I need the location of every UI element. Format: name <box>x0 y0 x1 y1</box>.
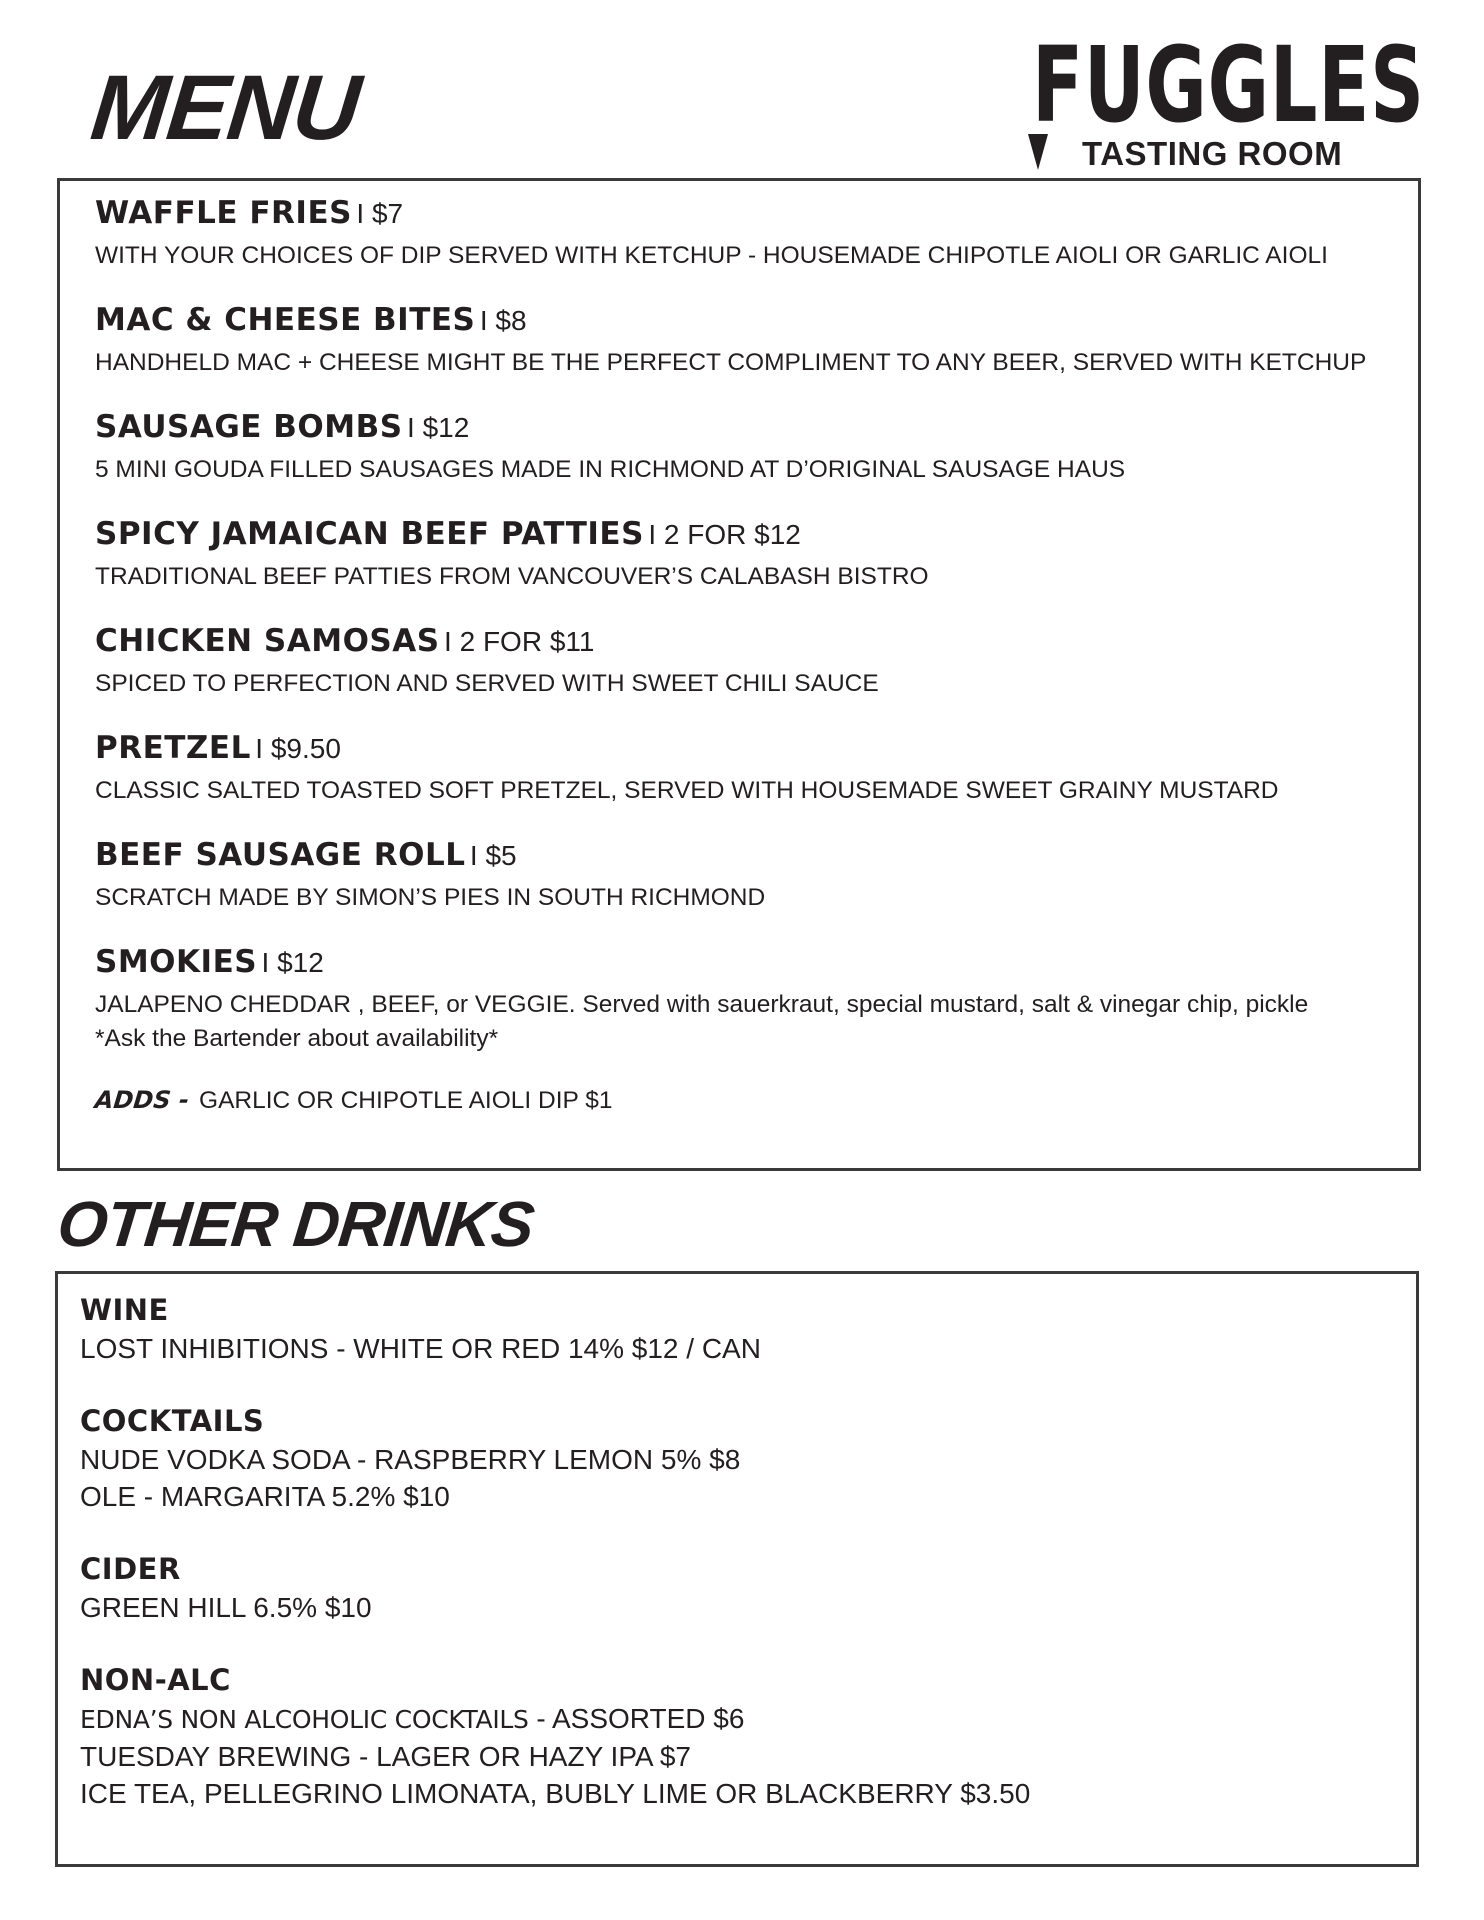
item-name: CHICKEN SAMOSAS <box>95 623 440 659</box>
item-description: CLASSIC SALTED TOASTED SOFT PRETZEL, SERVED WITH HOUSEMADE SWEET GRAINY MUSTARD <box>95 777 1279 804</box>
fuggles-logo <box>1022 24 1434 172</box>
item-name: BEEF SAUSAGE ROLL <box>95 837 466 873</box>
item-price: I $8 <box>479 305 527 336</box>
drink-section-cocktails <box>80 1401 1416 1515</box>
item-name: SPICY JAMAICAN BEEF PATTIES <box>95 516 644 552</box>
drink-section-non-alc <box>80 1660 1416 1812</box>
drink-line: LOST INHIBITIONS - WHITE OR RED 14% $12 / CAN <box>80 1333 761 1364</box>
availability-note: *Ask the Bartender about availability* <box>95 1025 499 1052</box>
drink-section-title: NON-ALC <box>80 1663 231 1697</box>
item-description: JALAPENO CHEDDAR , BEEF, or VEGGIE. Served with sauerkraut, special mustard, salt & vinegar chip, pickle <box>95 991 1309 1018</box>
adds-line <box>95 1083 1418 1118</box>
menu-item-waffle-fries <box>95 193 1418 273</box>
menu-item-beef-sausage-roll <box>95 835 1418 915</box>
drink-section-title: COCKTAILS <box>80 1404 265 1438</box>
edna-offer: - ASSORTED $6 <box>528 1703 745 1734</box>
item-price: I $9.50 <box>255 733 341 764</box>
drink-section-wine <box>80 1290 1416 1367</box>
drink-line: ICE TEA, PELLEGRINO LIMONATA, BUBLY LIME OR BLACKBERRY $3.50 <box>80 1778 1031 1809</box>
item-price: I 2 FOR $12 <box>648 519 801 550</box>
drink-line: TUESDAY BREWING - LAGER OR HAZY IPA $7 <box>80 1741 691 1772</box>
item-name: WAFFLE FRIES <box>95 195 352 231</box>
drinks-menu-box <box>55 1271 1419 1867</box>
item-price: I $12 <box>261 947 324 978</box>
item-description: SCRATCH MADE BY SIMON’S PIES IN SOUTH RICHMOND <box>95 884 766 911</box>
drink-line: NUDE VODKA SODA - RASPBERRY LEMON 5% $8 <box>80 1444 741 1475</box>
item-name: PRETZEL <box>95 730 251 766</box>
other-drinks-title: OTHER DRINKS <box>54 1188 537 1260</box>
menu-item-sausage-bombs <box>95 407 1418 487</box>
logo-spike-shape <box>1028 134 1048 170</box>
drink-line: OLE - MARGARITA 5.2% $10 <box>80 1481 450 1512</box>
item-name: SMOKIES <box>95 944 258 980</box>
drink-section-title: CIDER <box>80 1552 181 1586</box>
food-menu-box <box>57 178 1421 1171</box>
drink-line <box>80 1700 1416 1738</box>
item-price: I 2 FOR $11 <box>444 626 595 657</box>
menu-item-chicken-samosas <box>95 621 1418 701</box>
adds-text: GARLIC OR CHIPOTLE AIOLI DIP $1 <box>199 1087 613 1114</box>
item-description: TRADITIONAL BEEF PATTIES FROM VANCOUVER’S CALABASH BISTRO <box>95 563 929 590</box>
item-price: I $12 <box>407 412 470 443</box>
item-description: HANDHELD MAC + CHEESE MIGHT BE THE PERFECT COMPLIMENT TO ANY BEER, SERVED WITH KETCHUP <box>95 349 1367 376</box>
menu-title: MENU <box>86 57 365 159</box>
item-description: SPICED TO PERFECTION AND SERVED WITH SWEET CHILI SAUCE <box>95 670 879 697</box>
item-description: WITH YOUR CHOICES OF DIP SERVED WITH KETCHUP - HOUSEMADE CHIPOTLE AIOLI OR GARLIC AIOLI <box>95 242 1328 269</box>
drink-line: GREEN HILL 6.5% $10 <box>80 1592 372 1623</box>
item-name: MAC & CHEESE BITES <box>95 302 476 338</box>
logo-wordmark: FUGGLES <box>1032 24 1425 146</box>
logo-subtitle: TASTING ROOM <box>1082 135 1343 172</box>
item-name: SAUSAGE BOMBS <box>95 409 403 445</box>
menu-item-pretzel <box>95 728 1418 808</box>
item-price: I $7 <box>356 198 404 229</box>
menu-item-mac-cheese-bites <box>95 300 1418 380</box>
item-price: I $5 <box>469 840 517 871</box>
drink-section-title: WINE <box>80 1293 169 1327</box>
drink-section-cider <box>80 1549 1416 1626</box>
menu-item-beef-patties <box>95 514 1418 594</box>
edna-brand-name: EDNA’S NON ALCOHOLIC COCKTAILS <box>80 1705 529 1734</box>
item-description: 5 MINI GOUDA FILLED SAUSAGES MADE IN RICHMOND AT D’ORIGINAL SAUSAGE HAUS <box>95 456 1126 483</box>
adds-label: ADDS - <box>93 1086 191 1114</box>
menu-item-smokies <box>95 942 1418 1056</box>
